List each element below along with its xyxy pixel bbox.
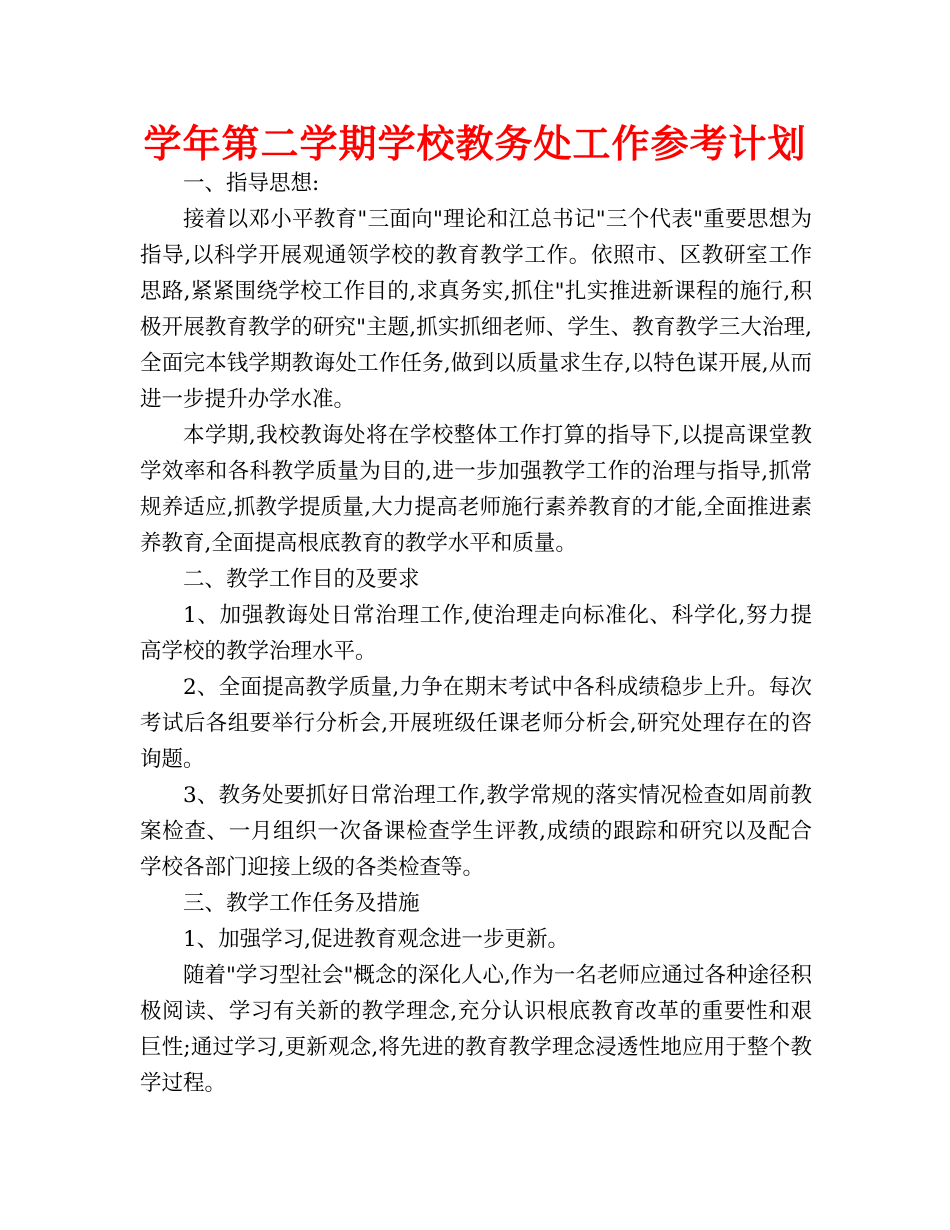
heading-tasks-measures: 三、教学工作任务及措施 [183,891,420,916]
paragraph: 本学期,我校教诲处将在学校整体工作打算的指导下,以提高课堂教学效率和各科教学质量为目的,进一步加强教学工作的治理与指导,抓常规养适应,抓教学提质量,大力提高老师施行素养教育的才能,全面推进素养教育,全面提高根底教育的教学水平和质量。 [140,423,812,556]
list-item: 3、教务处要抓好日常治理工作,教学常规的落实情况检查如周前教案检查、一月组织一次备课检查学生评教,成绩的跟踪和研究以及配合学校各部门迎接上级的各类检查等。 [140,783,812,880]
heading-guiding-ideology: 一、指导思想: [183,171,320,196]
heading-goals-requirements: 二、教学工作目的及要求 [183,567,420,592]
paragraph: 接着以邓小平教育"三面向"理论和江总书记"三个代表"重要思想为指导,以科学开展观通领学校的教育教学工作。依照市、区教研室工作思路,紧紧围绕学校工作目的,求真务实,抓住"扎实推进新课程的施行,积极开展教育教学的研究"主题,抓实抓细老师、学生、教育教学三大治理,全面完本钱学期教诲处工作任务,做到以质量求生存,以特色谋开展,从而进一步提升办学水准。 [140,207,812,412]
document-title: 学年第二学期学校教务处工作参考计划 [143,122,807,166]
list-item: 2、全面提高教学质量,力争在期末考试中各科成绩稳步上升。每次考试后各组要举行分析会,开展班级任课老师分析会,研究处理存在的咨询题。 [140,675,812,772]
document-body [140,166,812,1102]
paragraph: 随着"学习型社会"概念的深化人心,作为一名老师应通过各种途径积极阅读、学习有关新的教学理念,充分认识根底教育改革的重要性和艰巨性;通过学习,更新观念,将先进的教育教学理念浸透性地应用于整个教学过程。 [140,963,812,1096]
list-item: 1、加强学习,促进教育观念进一步更新。 [183,927,570,952]
list-item: 1、加强教诲处日常治理工作,使治理走向标准化、科学化,努力提高学校的教学治理水平。 [140,603,812,664]
